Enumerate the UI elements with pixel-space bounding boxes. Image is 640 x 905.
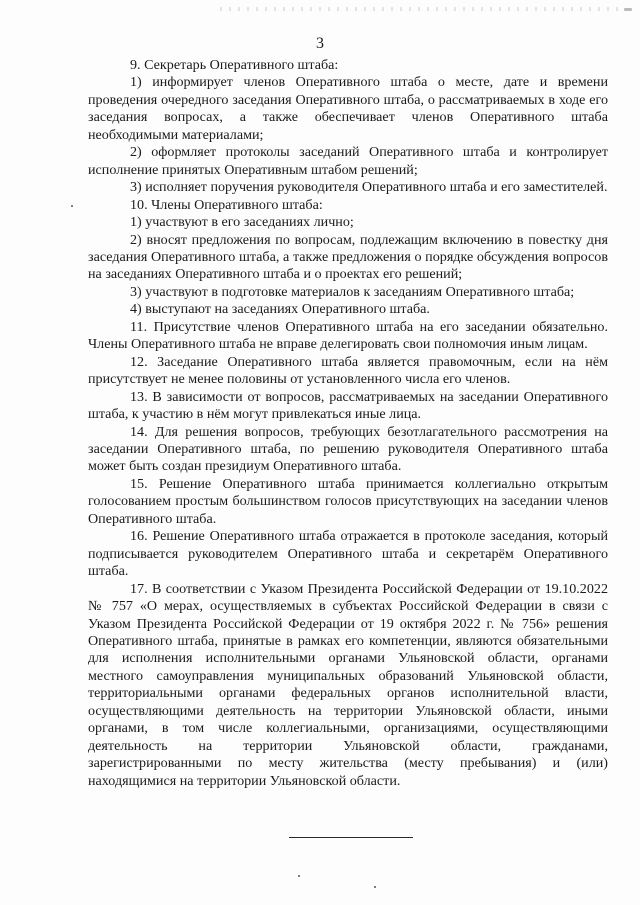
scan-speck: [71, 205, 73, 207]
paragraph-9-item-3: 3) исполняет поручения руководителя Оперативного штаба и его заместителей.: [130, 179, 608, 196]
paragraph-12: 12. Заседание Оперативного штаба является правомочным, если на нём присутствует не менее половины от установленного числа его членов.: [88, 353, 608, 388]
paragraph-15: 15. Решение Оперативного штаба принимается коллегиально открытым голосованием простым большинством голосов присутствующих на заседании членов Оперативного штаба.: [88, 475, 608, 527]
document-body: [88, 57, 608, 790]
paragraph-10-heading: 10. Члены Оперативного штаба:: [130, 196, 323, 213]
paragraph-9-item-2: 2) оформляет протоколы заседаний Оперативного штаба и контролирует исполнение принятых Оперативным штабом решений;: [88, 144, 608, 178]
scan-speck: [624, 8, 632, 11]
paragraph-10-item-4: 4) выступают на заседаниях Оперативного штаба.: [130, 301, 430, 318]
scan-artifact: [220, 7, 620, 11]
scan-speck: [298, 875, 300, 877]
paragraph-10-item-1: 1) участвуют в его заседаниях лично;: [130, 214, 354, 231]
paragraph-14: 14. Для решения вопросов, требующих безотлагательного рассмотрения на заседании Оперативного штаба, по решению руководителя Оперативного штаба может быть создан президиум Оперативного штаба.: [88, 423, 608, 475]
paragraph-10-item-2: 2) вносят предложения по вопросам, подлежащим включению в повестку дня заседания Оперативного штаба, а также предложения о порядке обсуждения вопросов на заседаниях Оперативного штаба и о проектах его решений;: [88, 231, 608, 283]
paragraph-9-item-1: 1) информирует членов Оперативного штаба о месте, дате и времени проведения очередного заседания Оперативного штаба, о рассматриваемых в ходе его заседания вопросах, а также обеспечивает членов Оперативного штаба необходимыми материалами;: [88, 74, 608, 143]
page-number: 3: [316, 35, 324, 52]
end-separator-line: [289, 837, 413, 838]
paragraph-11: 11. Присутствие членов Оперативного штаба на его заседании обязательно. Члены Оперативного штаба не вправе делегировать свои полномочия иным лицам.: [88, 318, 608, 353]
paragraph-10-item-3: 3) участвуют в подготовке материалов к заседаниям Оперативного штаба;: [130, 283, 575, 300]
paragraph-13: 13. В зависимости от вопросов, рассматриваемых на заседании Оперативного штаба, к участию в нём могут привлекаться иные лица.: [88, 388, 608, 423]
paragraph-16: 16. Решение Оперативного штаба отражается в протоколе заседания, который подписывается руководителем Оперативного штаба и секретарём Оперативного штаба.: [88, 528, 608, 580]
paragraph-17: 17. В соответствии с Указом Президента Российской Федерации от 19.10.2022 № 757 «О мерах, осуществляемых в субъектах Российской Федерации в связи с Указом Президента Российской Федерации от 19 октября 2022 г. № 756» решения Оперативного штаба, принятые в рамках его компетенции, являются обязательными для исполнения исполнительными органами Ульяновской области, органами местного самоуправления муниципальных образований Ульяновской области, территориальными органами федеральных органов исполнительной власти, осуществляющими деятельность на территории Ульяновской области, иными органами, в том числе коллегиальными, организациями, осуществляющими деятельность на территории Ульяновской области, гражданами, зарегистрированными по месту жительства (месту пребывания) и (или) находящимися на территории Ульяновской области.: [88, 580, 608, 789]
scan-speck: [374, 886, 376, 888]
paragraph-9-heading: 9. Секретарь Оперативного штаба:: [130, 57, 339, 73]
